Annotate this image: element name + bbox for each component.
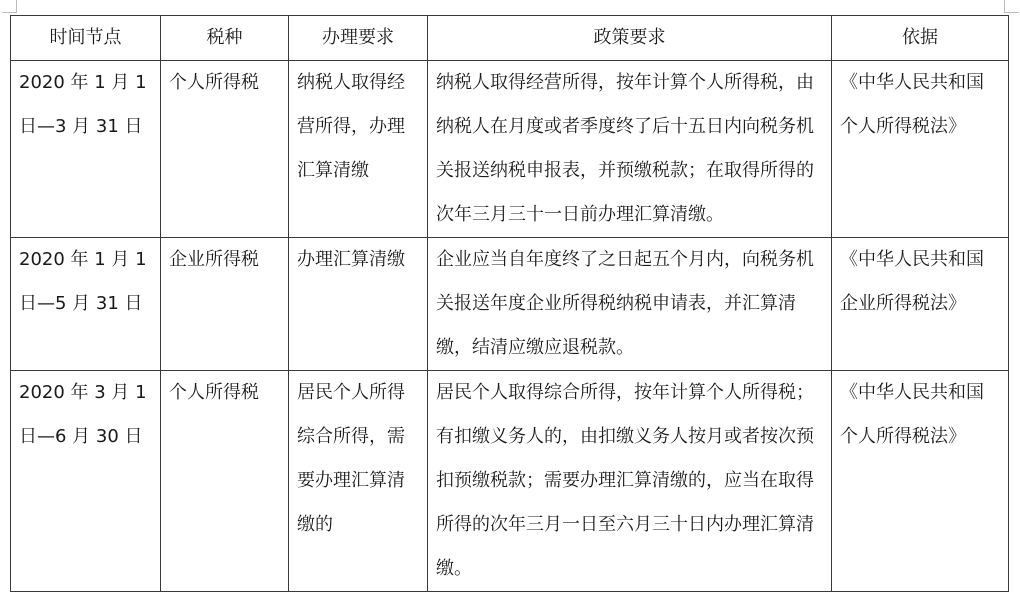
tax-policy-table [10,15,1009,592]
cell-basis: 《中华人民共和国个人所得税法》 [832,61,1009,238]
header-time: 时间节点 [11,16,161,61]
cell-requirement: 居民个人所得综合所得，需要办理汇算清缴的 [289,371,428,592]
cell-policy: 纳税人取得经营所得，按年计算个人所得税，由纳税人在月度或者季度终了后十五日内向税务机关报送纳税申报表，并预缴税款；在取得所得的次年三月三十一日前办理汇算清缴。 [428,61,832,238]
cell-basis: 《中华人民共和国企业所得税法》 [832,238,1009,371]
table-row [11,238,1009,371]
cell-basis: 《中华人民共和国个人所得税法》 [832,371,1009,592]
cell-policy: 居民个人取得综合所得，按年计算个人所得税；有扣缴义务人的，由扣缴义务人按月或者按次预扣预缴税款；需要办理汇算清缴的，应当在取得所得的次年三月一日至六月三十日内办理汇算清缴。 [428,371,832,592]
cell-time: 2020 年 1 月 1 日—5 月 31 日 [11,238,161,371]
cell-time: 2020 年 3 月 1 日—6 月 30 日 [11,371,161,592]
cell-policy: 企业应当自年度终了之日起五个月内，向税务机关报送年度企业所得税纳税申请表，并汇算清缴，结清应缴应退税款。 [428,238,832,371]
cell-time: 2020 年 1 月 1 日—3 月 31 日 [11,61,161,238]
header-requirement: 办理要求 [289,16,428,61]
table-row [11,371,1009,592]
header-tax-type: 税种 [161,16,289,61]
page-corner-mark-right [1004,0,1019,13]
cell-requirement: 办理汇算清缴 [289,238,428,371]
table-header-row [11,16,1009,61]
table-row [11,61,1009,238]
header-policy: 政策要求 [428,16,832,61]
cell-tax-type: 企业所得税 [161,238,289,371]
page-corner-mark-left [2,0,17,13]
cell-requirement: 纳税人取得经营所得，办理汇算清缴 [289,61,428,238]
header-basis: 依据 [832,16,1009,61]
cell-tax-type: 个人所得税 [161,61,289,238]
cell-tax-type: 个人所得税 [161,371,289,592]
